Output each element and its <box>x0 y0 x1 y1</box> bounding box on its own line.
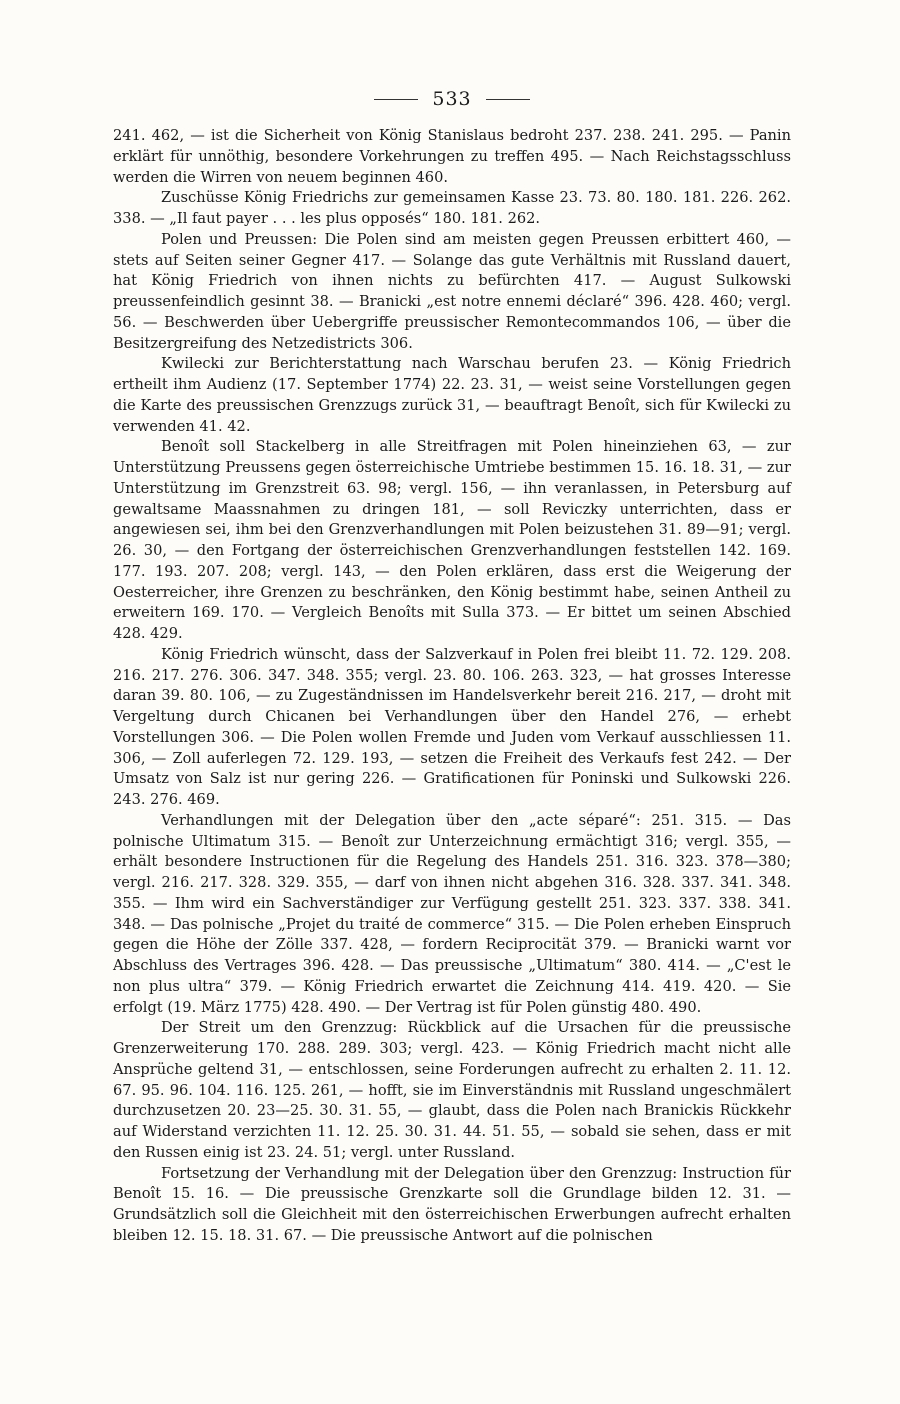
document-page <box>113 88 791 1247</box>
paragraph: Benoît soll Stackelberg in alle Streitfragen mit Polen hineinziehen 63, — zur Unterstützung Preussens gegen österreichische Umtriebe bestimmen 15. 16. 18. 31, — zur Unterstützung im Grenzstreit 63. 98; vergl. 156, — ihn veranlassen, in Petersburg auf gewaltsame Maassnahmen zu dringen 181, — soll Reviczky unterrichten, dass er angewiesen sei, ihm bei den Grenzverhandlungen mit Polen beizustehen 31. 89—91; vergl. 26. 30, — den Fortgang der österreichischen Grenzverhandlungen feststellen 142. 169. 177. 193. 207. 208; vergl. 143, — den Polen erklären, dass erst die Weigerung der Oesterreicher, ihre Grenzen zu beschränken, den König bestimmt habe, seinen Antheil zu erweitern 169. 170. — Vergleich Benoîts mit Sulla 373. — Er bittet um seinen Abschied 428. 429. <box>113 438 791 642</box>
header-rule-right <box>486 99 530 100</box>
paragraph: Kwilecki zur Berichterstattung nach Warschau berufen 23. — König Friedrich ertheilt ihm Audienz (17. September 1774) 22. 23. 31, — weist seine Vorstellungen gegen die Karte des preussischen Grenzzugs zurück 31, — beauftragt Benoît, sich für Kwilecki zu verwenden 41. 42. <box>113 355 791 435</box>
paragraph: König Friedrich wünscht, dass der Salzverkauf in Polen frei bleibt 11. 72. 129. 208. 216. 217. 276. 306. 347. 348. 355; vergl. 23. 80. 106. 263. 323, — hat grosses Interesse daran 39. 80. 106, — zu Zugeständnissen im Handelsverkehr bereit 216. 217, — droht mit Vergeltung durch Chicanen bei Verhandlungen über den Handel 276, — erhebt Vorstellungen 306. — Die Polen wollen Fremde und Juden vom Verkauf ausschliessen 11. 306, — Zoll auferlegen 72. 129. 193, — setzen die Freiheit des Verkaufs fest 242. — Der Umsatz von Salz ist nur gering 226. — Gratificationen für Poninski und Sulkowski 226. 243. 276. 469. <box>113 645 791 808</box>
paragraph: Polen und Preussen: Die Polen sind am meisten gegen Preussen erbittert 460, — stets auf Seiten seiner Gegner 417. — Solange das gute Verhältnis mit Russland dauert, hat König Friedrich von ihnen nichts zu befürchten 417. — August Sulkowski preussenfeindlich gesinnt 38. — Branicki „est notre ennemi déclaré“ 396. 428. 460; vergl. 56. — Beschwerden über Uebergriffe preussischer Remontecommandos 106, — über die Besitzergreifung des Netzedistricts 306. <box>113 230 791 352</box>
paragraph: Der Streit um den Grenzzug: Rückblick auf die Ursachen für die preussische Grenzerweiterung 170. 288. 289. 303; vergl. 423. — König Friedrich macht nicht alle Ansprüche geltend 31, — entschlossen, seine Forderungen aufrecht zu erhalten 2. 11. 12. 67. 95. 96. 104. 116. 125. 261, — hofft, sie im Einverständnis mit Russland ungeschmälert durchzusetzen 20. 23—25. 30. 31. 55, — glaubt, dass die Polen nach Branickis Rückkehr auf Widerstand verzichten 11. 12. 25. 30. 31. 44. 51. 55, — sobald sie sehen, dass er mit den Russen einig ist 23. 24. 51; vergl. unter Russland. <box>113 1019 791 1161</box>
page-header <box>113 88 791 110</box>
paragraph: Zuschüsse König Friedrichs zur gemeinsamen Kasse 23. 73. 80. 180. 181. 226. 262. 338. — „Il faut payer . . . les plus opposés“ 180. 181. 262. <box>113 189 791 227</box>
index-text <box>113 126 791 1247</box>
paragraph: Verhandlungen mit der Delegation über den „acte séparé“: 251. 315. — Das polnische Ultimatum 315. — Benoît zur Unterzeichnung ermächtigt 316; vergl. 355, — erhält besondere Instructionen für die Regelung des Handels 251. 316. 323. 378—380; vergl. 216. 217. 328. 329. 355, — darf von ihnen nicht abgehen 316. 328. 337. 341. 348. 355. — Ihm wird ein Sachverständiger zur Verfügung gestellt 251. 323. 337. 338. 341. 348. — Das polnische „Projet du traité de commerce“ 315. — Die Polen erheben Einspruch gegen die Höhe der Zölle 337. 428, — fordern Reciprocität 379. — Branicki warnt vor Abschluss des Vertrages 396. 428. — Das preussische „Ultimatum“ 380. 414. — „C'est le non plus ultra“ 379. — König Friedrich erwartet die Zeichnung 414. 419. 420. — Sie erfolgt (19. März 1775) 428. 490. — Der Vertrag ist für Polen günstig 480. 490. <box>113 811 791 1016</box>
page-number: 533 <box>432 88 472 110</box>
paragraph: 241. 462, — ist die Sicherheit von König Stanislaus bedroht 237. 238. 241. 295. — Panin erklärt für unnöthig, besondere Vorkehrungen zu treffen 495. — Nach Reichstagsschluss werden die Wirren von neuem beginnen 460. <box>113 127 791 186</box>
header-rule-left <box>374 99 418 100</box>
paragraph: Fortsetzung der Verhandlung mit der Delegation über den Grenzzug: Instruction für Benoît 15. 16. — Die preussische Grenzkarte soll die Grundlage bilden 12. 31. — Grundsätzlich soll die Gleichheit mit den österreichischen Erwerbungen aufrecht erhalten bleiben 12. 15. 18. 31. 67. — Die preussische Antwort auf die polnischen <box>113 1164 791 1244</box>
